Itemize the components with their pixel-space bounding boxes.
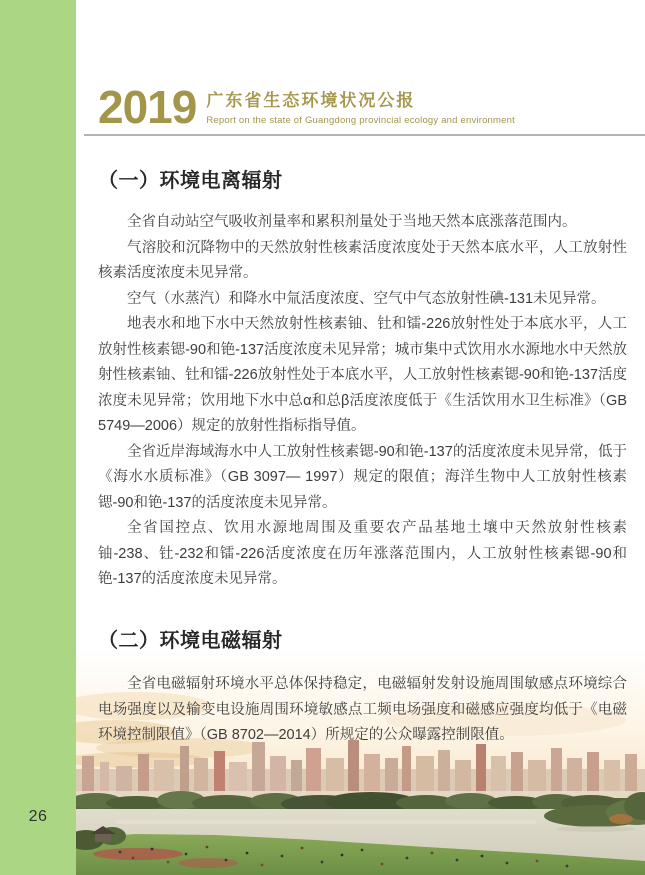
header-divider [84, 134, 645, 136]
header-titles [206, 84, 515, 126]
section-heading-electromagnetic: （二）环境电磁辐射 [98, 630, 283, 652]
header-year: 2019 [98, 81, 197, 133]
paragraph-air-tritium: 空气（水蒸汽）和降水中氚活度浓度、空气中气态放射性碘-131未见异常。 [127, 290, 606, 307]
paragraph-aerosol: 气溶胶和沉降物中的天然放射性核素活度浓度处于天然本底水平，人工放射性核素活度浓度未见异常。 [98, 239, 627, 281]
flower-bed [93, 848, 183, 860]
page-number: 26 [28, 808, 48, 825]
paragraph-coastal-seawater: 全省近岸海域海水中人工放射性核素锶-90和铯-137的活度浓度未见异常，低于《海水水质标准》（GB 3097— 1997）规定的限值；海洋生物中人工放射性核素锶-90和铯-137的活度浓度未见异常。 [98, 443, 627, 511]
section-electromagnetic-radiation [98, 628, 627, 749]
left-green-stripe [0, 0, 76, 875]
section-ionizing-radiation [98, 168, 627, 593]
report-header [98, 81, 515, 133]
paragraph-soil: 全省国控点、饮用水源地周围及重要农产品基地土壤中天然放射性核素铀-238、钍-232和镭-226活度浓度在历年涨落范围内，人工放射性核素锶-90和铯-137的活度浓度未见异常。 [98, 520, 627, 587]
paragraph-surface-groundwater: 地表水和地下水中天然放射性核素铀、钍和镭-226放射性处于本底水平，人工放射性核素锶-90和铯-137活度浓度未见异常；城市集中式饮用水水源地水中天然放射性核素铀、钍和镭-226放射性处于本底水平，人工放射性核素锶-90和铯-137活度浓度未见异常；饮用地下水中总α和总β活度浓度低于《生活饮用水卫生标准》（GB 5749—2006）规定的放射性指标指导值。 [98, 316, 627, 434]
pavilion-body [95, 834, 111, 842]
paragraph-electromagnetic: 全省电磁辐射环境水平总体保持稳定，电磁辐射发射设施周围敏感点环境综合电场强度以及输变电设施周围环境敏感点工频电场强度和磁感应强度均低于《电磁环境控制限值》（GB 8702—2014）所规定的公众曝露控制限值。 [98, 676, 627, 743]
section-heading-ionizing: （一）环境电离辐射 [98, 170, 283, 192]
header-title-en: Report on the state of Guangdong provincial ecology and environment [206, 115, 515, 127]
header-title-zh: 广东省生态环境状况公报 [206, 91, 416, 110]
paragraph-auto-stations: 全省自动站空气吸收剂量率和累积剂量处于当地天然本底涨落范围内。 [127, 214, 577, 230]
